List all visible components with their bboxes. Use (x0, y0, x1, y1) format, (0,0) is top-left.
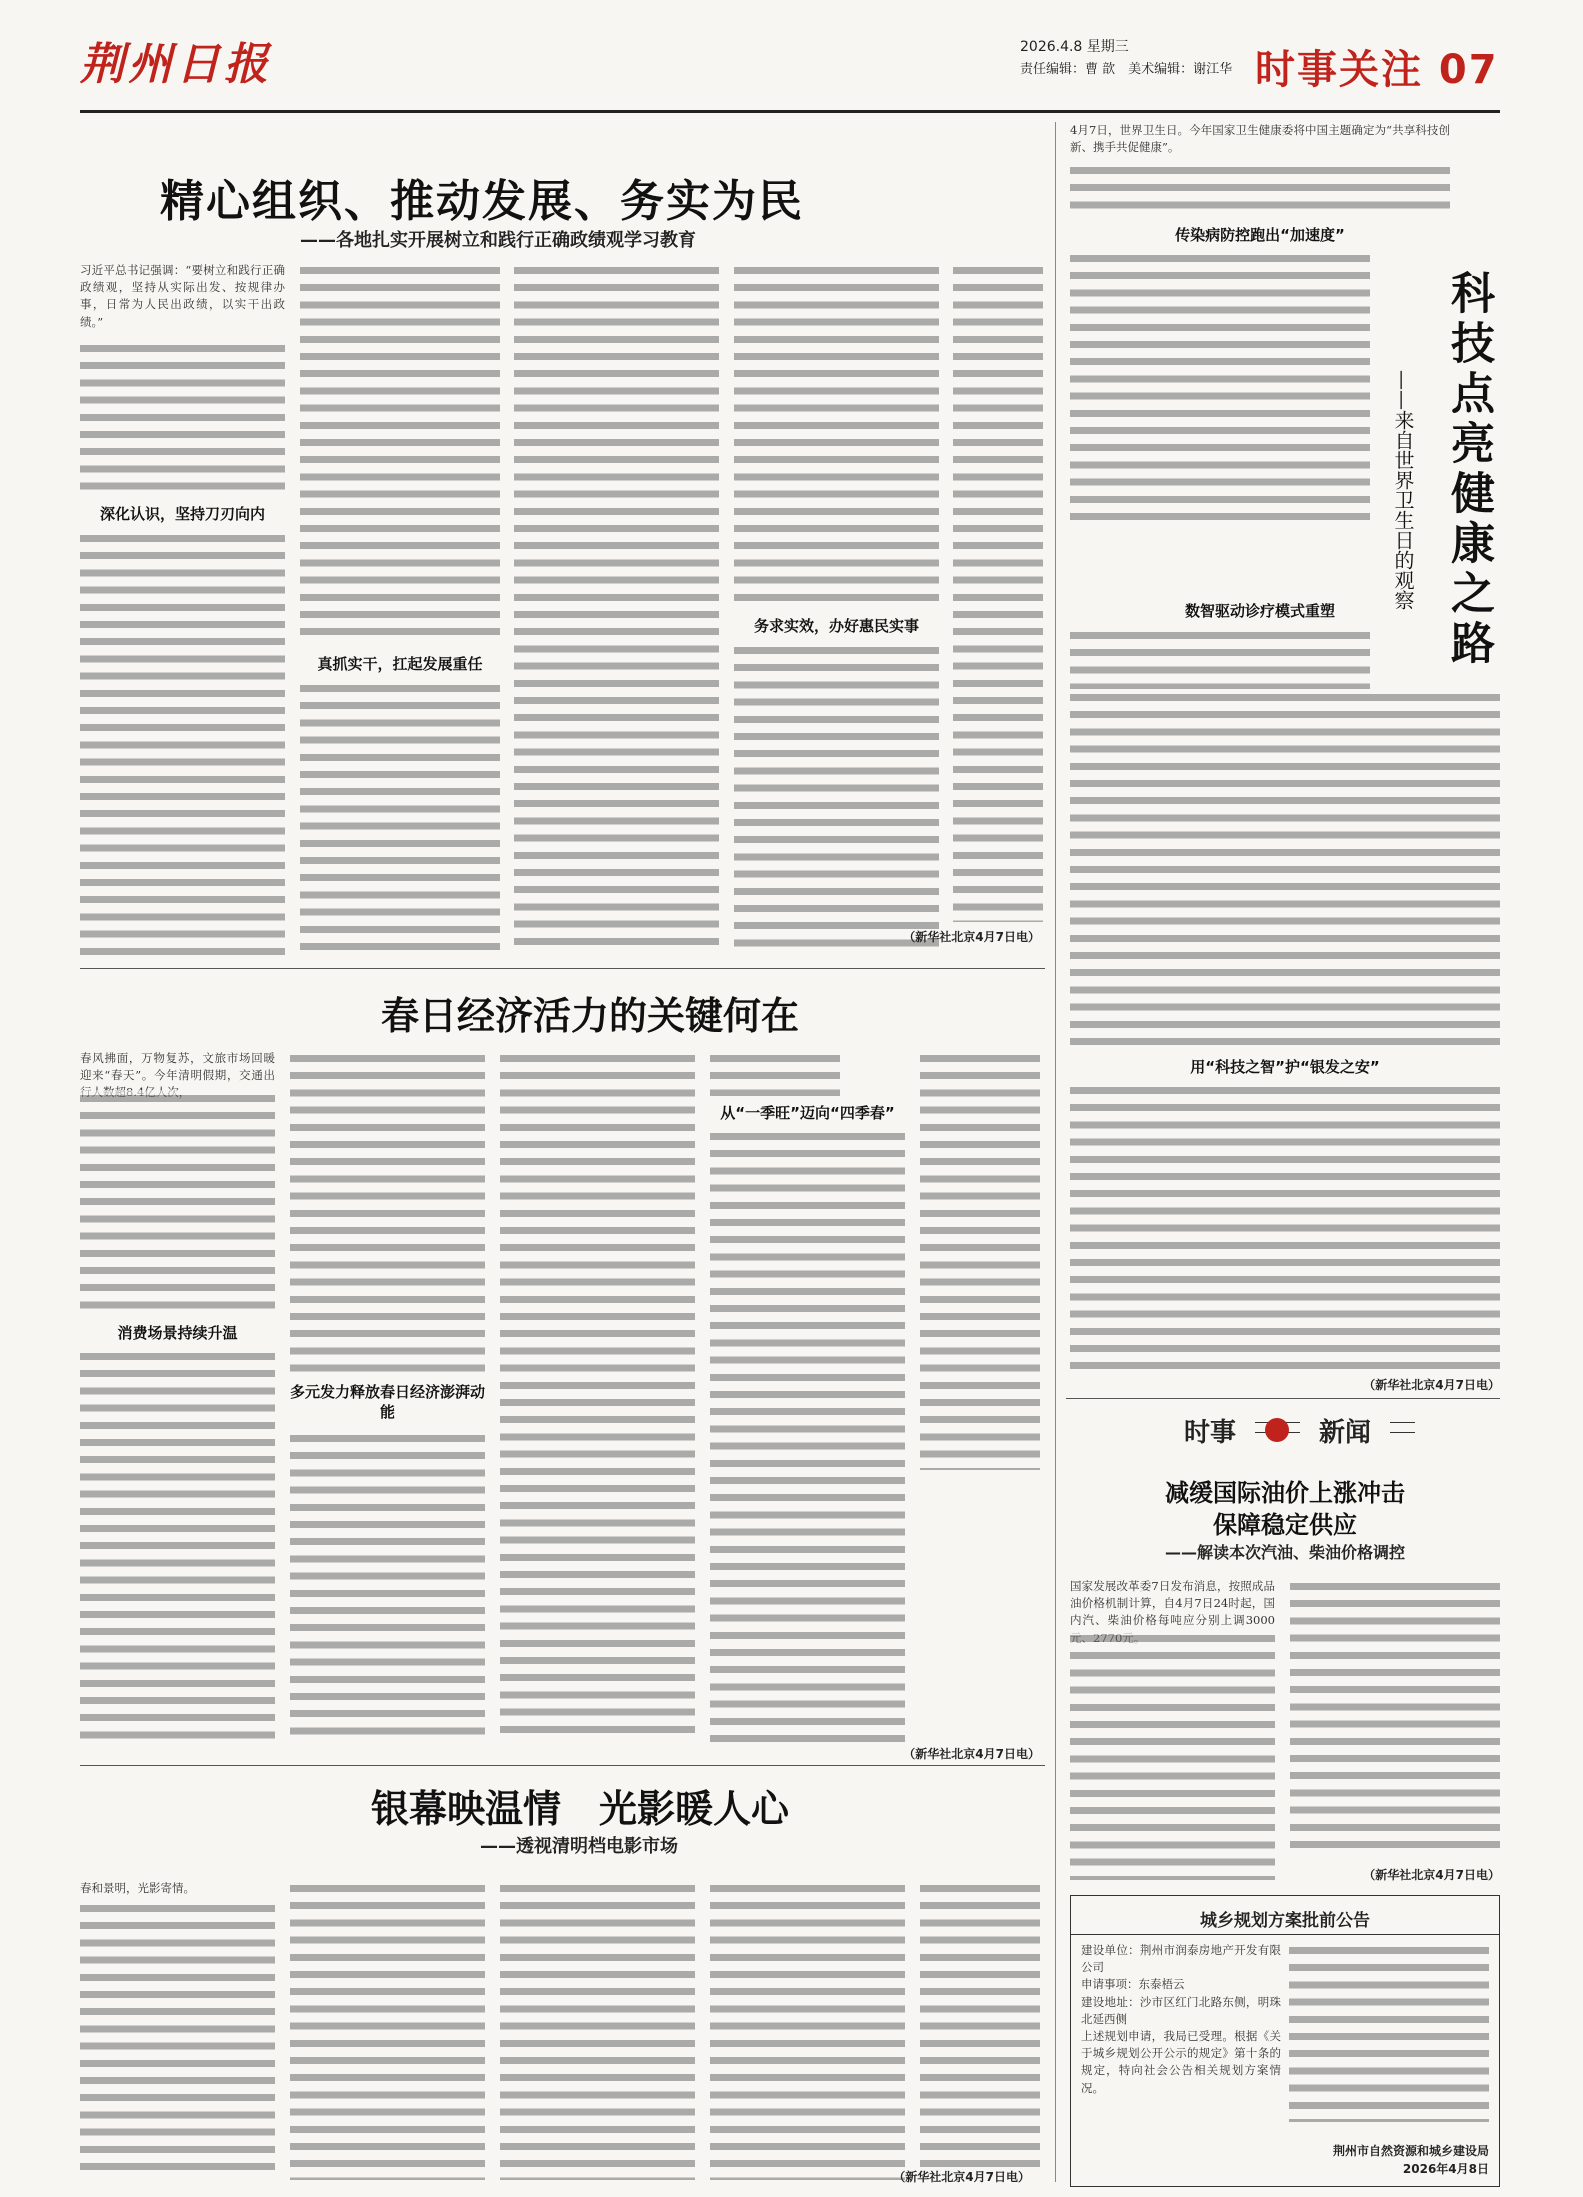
masthead-rule (80, 110, 1500, 113)
section-title: 时事关注 07 (1255, 47, 1499, 93)
article2-text-block (80, 1090, 275, 1312)
article4-text-block (1070, 689, 1500, 1049)
article4-text-block (1070, 627, 1370, 689)
article1-subhead-3: 务求实效，办好惠民实事 (753, 617, 919, 635)
article2-text-block (290, 1050, 485, 1372)
article3-subtitle: ——透视清明档电影市场 (480, 1836, 678, 1857)
article4-text-block (1070, 250, 1370, 525)
news-box-label-left: 时事 (1165, 1412, 1255, 1449)
article1-text-block (734, 262, 939, 604)
news-subtitle: ——解读本次汽油、柴油价格调控 (1165, 1543, 1406, 1562)
article4-subhead-2: 数智驱动诊疗模式重塑 (1184, 602, 1335, 620)
article4-subhead-1: 传染病防控跑出“加速度” (1175, 226, 1345, 244)
article3-text-block (80, 1900, 275, 2180)
divider (80, 968, 1045, 969)
newspaper-logo: 荆州日报 (80, 39, 272, 90)
article1-subhead-2: 真抓实干，扛起发展重任 (317, 655, 483, 673)
article3-text-block (500, 1880, 695, 2180)
notice-item-statement: 上述规划申请，我局已受理。根据《关于城乡规划公开公示的规定》第十条的规定，特向社会公告相关规划方案情况。 (1081, 2029, 1281, 2095)
article2-text-block (710, 1128, 905, 1743)
article2-text-block (80, 1348, 275, 1743)
article1-byline: （新华社北京4月7日电） (903, 930, 1040, 944)
editors-credit: 责任编辑：曹 歆 美术编辑：谢江华 (1020, 62, 1233, 77)
article4-lead: 4月7日，世界卫生日。今年国家卫生健康委将中国主题确定为“共享科技创新、携手共促健康”。 (1070, 123, 1450, 155)
article2-lead: 春风拂面，万物复苏，文旅市场回暖迎来“春天”。今年清明假期，交通出 (80, 1051, 275, 1083)
article3-lead: 春和景明，光影寄情。 (80, 1881, 195, 1895)
planning-notice (1070, 1895, 1500, 2187)
article4-byline: （新华社北京4月7日电） (1363, 1378, 1500, 1392)
article1-text-block (300, 680, 500, 955)
article2-byline: （新华社北京4月7日电） (903, 1747, 1040, 1761)
news-text-block (1290, 1578, 1500, 1858)
globe-icon (1265, 1418, 1289, 1442)
notice-text-block (1289, 1942, 1489, 2122)
article2-title: 春日经济活力的关键何在 (380, 993, 799, 1038)
notice-signer: 荆州市自然资源和城乡建设局 (1332, 2144, 1489, 2158)
article1-text-block (80, 530, 285, 955)
article1-title: 精心组织、推动发展、务实为民 (160, 176, 804, 227)
article4-text-block (1070, 162, 1450, 214)
article4-vertical-title: 科技点亮健康之路 (1443, 270, 1494, 670)
article2-text-block (500, 1050, 695, 1743)
article1-text-block (734, 642, 939, 955)
article4-text-block (1070, 1082, 1500, 1372)
article4-subhead-3: 用“科技之智”护“银发之安” (1190, 1058, 1380, 1076)
article1-text-block (300, 262, 500, 642)
article3-text-block (290, 1880, 485, 2180)
article1-subtitle: ——各地扎实开展树立和践行正确政绩观学习教育 (300, 230, 696, 251)
article3-title: 银幕映温情 光影暖人心 (370, 1786, 789, 1831)
notice-title-rule (1071, 1934, 1499, 1935)
news-text-block (1070, 1630, 1275, 1880)
article2-text-block (710, 1050, 840, 1096)
news-title-line1: 减缓国际油价上涨冲击 (1165, 1478, 1405, 1507)
publication-date: 2026.4.8 星期三 (1020, 39, 1129, 55)
article3-byline: （新华社北京4月7日电） (893, 2170, 1030, 2184)
article1-subhead-1: 深化认识，坚持刀刃向内 (99, 505, 265, 523)
notice-body-left (1081, 1942, 1281, 2172)
article1-text-block (953, 262, 1043, 922)
article1-lead: 习近平总书记强调：“要树立和践行正确政绩观，坚持从实际出发、按规律办事，日常为人民出政绩，以实干出政绩。” (80, 263, 285, 329)
article1-text-block (514, 262, 719, 955)
article2-subhead-3: 从“一季旺”迈向“四季春” (720, 1104, 895, 1122)
article2-subhead-1: 消费场景持续升温 (117, 1324, 238, 1342)
news-byline: （新华社北京4月7日电） (1363, 1868, 1500, 1882)
notice-title: 城乡规划方案批前公告 (1200, 1911, 1370, 1931)
notice-item-project: 申请事项：东泰梧云 (1081, 1977, 1185, 1992)
notice-item-applicant: 建设单位：荆州市润泰房地产开发有限公司 (1081, 1943, 1281, 1975)
article3-text-block (710, 1880, 905, 2180)
divider (1066, 1398, 1500, 1399)
column-divider (1055, 122, 1056, 2182)
article4-vertical-subtitle: ——来自世界卫生日的观察 (1391, 370, 1415, 610)
news-lead: 国家发展改革委7日发布消息，按照成品油价格机制计算，自4月7日24时起，国内汽、柴油价格每吨应分别上调3000 (1070, 1579, 1275, 1628)
notice-date: 2026年4月8日 (1402, 2162, 1489, 2176)
article1-text-block (80, 340, 285, 490)
divider (80, 1765, 1045, 1766)
article2-text-block (920, 1050, 1040, 1470)
article2-text-block (290, 1430, 485, 1743)
news-box-label-right: 新闻 (1300, 1412, 1390, 1449)
article2-subhead-2: 多元发力释放春日经济澎湃动能 (290, 1383, 486, 1421)
notice-item-address: 建设地址：沙市区红门北路东侧，明珠北延西侧 (1081, 1994, 1281, 2026)
article3-text-block (920, 1880, 1040, 2170)
news-title-line2: 保障稳定供应 (1213, 1510, 1357, 1539)
news-box-banner (1165, 1412, 1415, 1456)
